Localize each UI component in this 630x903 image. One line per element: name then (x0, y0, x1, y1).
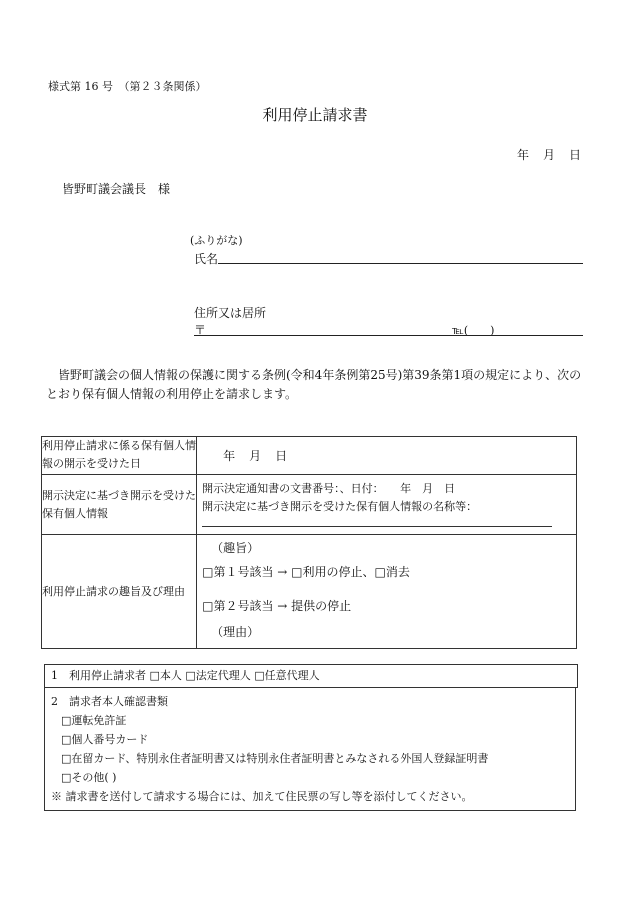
notice-number-line: 開示決定通知書の文書番号：、日付： 年 月 日 (202, 482, 456, 495)
disclosure-date-label: 利用停止請求に係る保有個人情報の開示を受けた日 (42, 437, 197, 475)
purpose-heading: （趣旨） (211, 541, 260, 555)
name-field[interactable] (218, 263, 583, 264)
addressee: 皆野町議会議長 様 (62, 182, 171, 196)
id-document-item[interactable]: □個人番号カード (61, 733, 149, 746)
reason-heading: （理由） (211, 625, 260, 639)
page-title: 利用停止請求書 (262, 106, 368, 124)
table-row (42, 535, 577, 649)
purpose-option-2[interactable]: □第２号該当 → 提供の停止 (202, 599, 352, 613)
furigana-label: (ふりがな) (190, 234, 243, 247)
disclosed-info-name-line: 開示決定に基づき開示を受けた保有個人情報の名称等： (202, 500, 478, 513)
address-field[interactable] (194, 335, 583, 336)
id-documents-box (44, 687, 576, 811)
table-row (42, 475, 577, 535)
requester-type-box (44, 664, 578, 688)
id-document-item[interactable]: □運転免許証 (61, 714, 127, 727)
form-number: 様式第 16 号 （第２３条関係） (48, 80, 207, 93)
disclosed-info-label: 開示決定に基づき開示を受けた保有個人情報 (42, 475, 197, 535)
address-label: 住所又は居所 (194, 306, 267, 320)
postal-mark: 〒 (194, 323, 207, 337)
disclosure-date-cell[interactable] (197, 437, 577, 475)
mailing-note: ※ 請求書を送付して請求する場合には、加えて住民票の写し等を添付してください。 (51, 790, 473, 803)
id-document-item[interactable]: □在留カード、特別永住者証明書又は特別永住者証明書とみなされる外国人登録証明書 (61, 752, 489, 765)
disclosure-date-value: 年 月 日 (223, 449, 289, 463)
date-line: 年 月 日 (517, 148, 583, 162)
purpose-reason-label: 利用停止請求の趣旨及び理由 (42, 535, 197, 649)
requester-type-line[interactable]: 1 利用停止請求者 □本人 □法定代理人 □任意代理人 (51, 669, 320, 682)
disclosed-info-name-field[interactable] (202, 516, 552, 527)
request-statement: 皆野町議会の個人情報の保護に関する条例(令和4年条例第25号)第39条第1項の規定により、次のとおり保有個人情報の利用停止を請求します。 (46, 368, 582, 401)
disclosed-info-cell[interactable] (197, 475, 577, 535)
name-label: 氏名 (194, 252, 219, 266)
id-document-item[interactable]: □その他( ) (61, 771, 117, 784)
tel-label: ℡( ) (452, 324, 495, 337)
table-row (42, 437, 577, 475)
purpose-reason-cell[interactable] (197, 535, 577, 649)
id-documents-heading: 2 請求者本人確認書類 (51, 695, 168, 708)
request-detail-table (41, 436, 577, 649)
purpose-option-1[interactable]: □第１号該当 → □利用の停止、□消去 (202, 565, 410, 579)
